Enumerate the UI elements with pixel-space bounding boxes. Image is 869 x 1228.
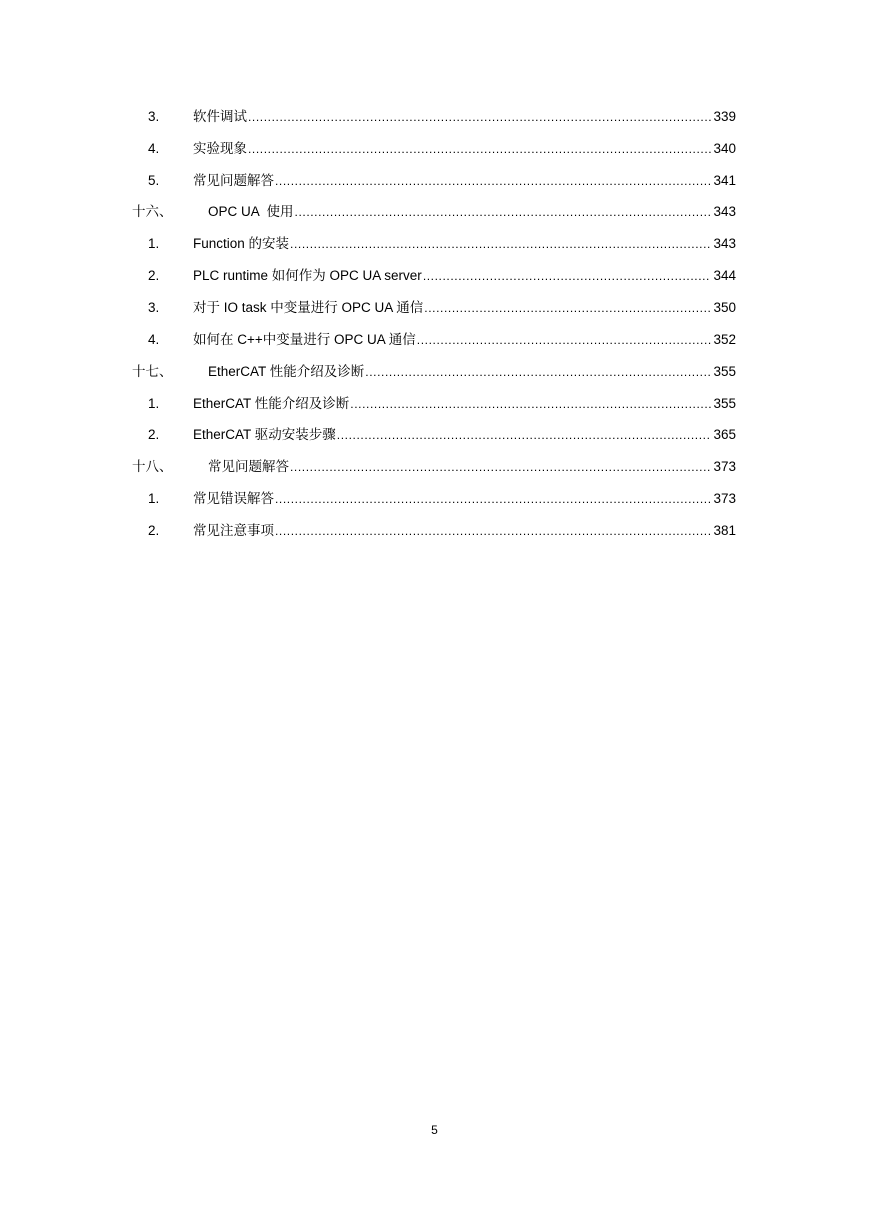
- dot-leader: [275, 523, 711, 539]
- toc-entry-page: 365: [713, 427, 736, 443]
- dot-leader: [275, 173, 711, 189]
- toc-entry-page: 355: [713, 395, 736, 411]
- dot-leader: [275, 491, 711, 507]
- toc-entry-page: 339: [713, 108, 736, 124]
- toc-entry-title: 实验现象: [193, 140, 247, 156]
- toc-entry-number: 3.: [148, 108, 160, 124]
- toc-chapter-entry[interactable]: [0, 356, 869, 388]
- toc-entry-title: 常见问题解答: [193, 172, 274, 188]
- toc-chapter-number: 十六、: [132, 204, 173, 220]
- toc-entry-page: 355: [713, 363, 736, 379]
- toc-entry-number: 4.: [148, 140, 160, 156]
- toc-entry-page: 352: [713, 331, 736, 347]
- toc-chapter-entry[interactable]: [0, 451, 869, 483]
- toc-chapter-number: 十七、: [132, 363, 173, 379]
- dot-leader: [350, 396, 711, 412]
- page-number: 5: [431, 1123, 438, 1137]
- dot-leader: [417, 332, 712, 348]
- toc-chapter-title: 常见问题解答: [208, 459, 289, 475]
- toc-entry[interactable]: [0, 419, 869, 451]
- toc-entry-page: 343: [713, 236, 736, 252]
- toc-entry-title: 常见注意事项: [193, 522, 274, 538]
- toc-entry[interactable]: [0, 165, 869, 197]
- toc-entry-page: 381: [713, 522, 736, 538]
- toc-entry-number: 2.: [148, 522, 160, 538]
- toc-entry[interactable]: [0, 515, 869, 547]
- toc-entry-number: 1.: [148, 236, 160, 252]
- toc-entry-page: 373: [713, 491, 736, 507]
- toc-entry[interactable]: [0, 388, 869, 420]
- table-of-contents: [0, 101, 869, 547]
- dot-leader: [365, 364, 711, 380]
- toc-entry-page: 373: [713, 459, 736, 475]
- toc-entry-number: 5.: [148, 172, 160, 188]
- dot-leader: [248, 141, 711, 157]
- dot-leader: [424, 300, 711, 316]
- toc-entry-title: 对于 IO task 中变量进行 OPC UA 通信: [193, 299, 424, 315]
- toc-entry-title: EtherCAT 驱动安装步骤: [193, 427, 336, 443]
- toc-entry[interactable]: [0, 101, 869, 133]
- dot-leader: [290, 459, 711, 475]
- toc-entry[interactable]: [0, 228, 869, 260]
- toc-chapter-title: OPC UA 使用: [208, 204, 294, 220]
- toc-entry-page: 340: [713, 140, 736, 156]
- toc-entry-title: 软件调试: [193, 108, 247, 124]
- toc-entry[interactable]: [0, 133, 869, 165]
- toc-entry-page: 350: [713, 299, 736, 315]
- toc-entry[interactable]: [0, 324, 869, 356]
- dot-leader: [248, 109, 711, 125]
- toc-entry-page: 343: [713, 204, 736, 220]
- toc-entry-number: 2.: [148, 427, 160, 443]
- toc-chapter-title: EtherCAT 性能介绍及诊断: [208, 363, 365, 379]
- toc-entry-number: 4.: [148, 331, 160, 347]
- toc-chapter-entry[interactable]: [0, 197, 869, 229]
- toc-entry-title: EtherCAT 性能介绍及诊断: [193, 395, 350, 411]
- dot-leader: [290, 236, 711, 252]
- toc-chapter-number: 十八、: [132, 459, 173, 475]
- toc-entry-number: 2.: [148, 268, 160, 284]
- toc-entry-number: 3.: [148, 299, 160, 315]
- toc-entry[interactable]: [0, 260, 869, 292]
- toc-entry-number: 1.: [148, 395, 160, 411]
- toc-entry-title: 常见错误解答: [193, 491, 274, 507]
- dot-leader: [337, 427, 712, 443]
- toc-entry-title: 如何在 C++中变量进行 OPC UA 通信: [193, 331, 416, 347]
- toc-entry-number: 1.: [148, 491, 160, 507]
- dot-leader: [423, 268, 712, 284]
- toc-entry[interactable]: [0, 292, 869, 324]
- toc-entry-title: Function 的安装: [193, 236, 290, 252]
- toc-entry-page: 341: [713, 172, 736, 188]
- toc-entry-page: 344: [713, 268, 736, 284]
- toc-entry[interactable]: [0, 483, 869, 515]
- dot-leader: [295, 204, 712, 220]
- toc-entry-title: PLC runtime 如何作为 OPC UA server: [193, 268, 422, 284]
